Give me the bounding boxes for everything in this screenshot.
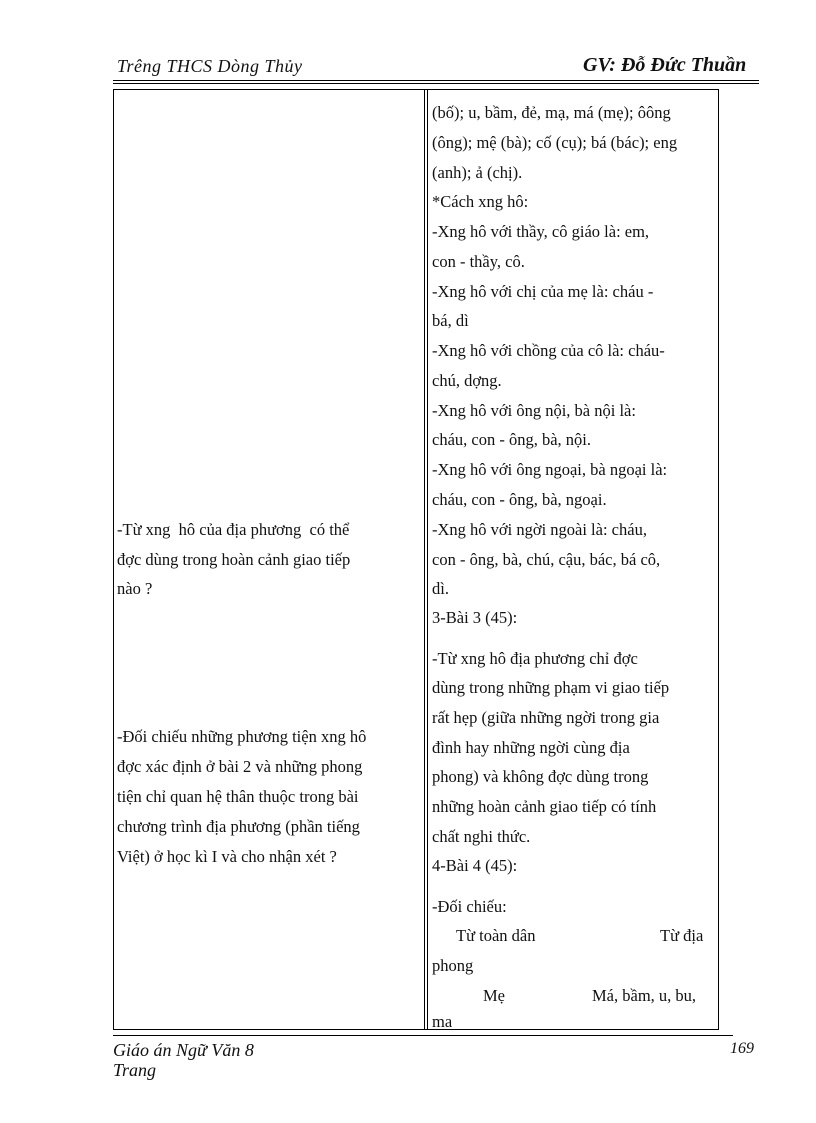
right-line: *Cách xng hô: bbox=[432, 192, 529, 211]
left-q2-line: -Đối chiếu những phương tiện xng hô bbox=[117, 727, 367, 746]
right-line: phong) và không đợc dùng trong bbox=[432, 767, 649, 786]
right-line: (ông); mệ (bà); cố (cụ); bá (bác); eng bbox=[432, 133, 678, 152]
column-divider-2 bbox=[427, 89, 428, 1030]
right-line: -Xng hô với thầy, cô giáo là: em, bbox=[432, 222, 650, 241]
right-line: -Xng hô với chị của mẹ là: cháu - bbox=[432, 282, 654, 301]
left-q2-line: tiện chỉ quan hệ thân thuộc trong bài bbox=[117, 787, 359, 806]
right-line: cháu, con - ông, bà, ngoại. bbox=[432, 490, 607, 509]
compare-row-left: Mẹ bbox=[483, 986, 505, 1005]
right-line: rất hẹp (giữa những ngời trong gia bbox=[432, 708, 660, 727]
left-q1-line: nào ? bbox=[117, 579, 153, 598]
right-line: bá, dì bbox=[432, 311, 469, 330]
right-line: -Xng hô với ông ngoại, bà ngoại là: bbox=[432, 460, 668, 479]
compare-head-left: Từ toàn dân bbox=[456, 926, 536, 945]
right-line: -Xng hô với ngời ngoài là: cháu, bbox=[432, 520, 647, 539]
left-q2-line: chương trình địa phương (phần tiếng bbox=[117, 817, 360, 836]
right-line: những hoàn cảnh giao tiếp có tính bbox=[432, 797, 657, 816]
right-line: chú, dợng. bbox=[432, 371, 502, 390]
left-q2-line: Việt) ở học kì I và cho nhận xét ? bbox=[117, 847, 337, 866]
footer-book bbox=[113, 1040, 254, 1080]
right-line: cháu, con - ông, bà, nội. bbox=[432, 430, 591, 449]
right-line: đình hay những ngời cùng địa bbox=[432, 738, 630, 757]
header-teacher: GV: Đỗ Đức Thuần bbox=[583, 54, 747, 76]
footer-book-title: Giáo án Ngữ Văn 8 bbox=[113, 1040, 254, 1060]
compare-row-right-cont: ma bbox=[432, 1012, 453, 1031]
right-line: con - ông, bà, chú, cậu, bác, bá cô, bbox=[432, 550, 661, 569]
footer-trang: Trang bbox=[113, 1060, 157, 1080]
right-line: -Xng hô với ông nội, bà nội là: bbox=[432, 401, 636, 420]
left-q2-line: đợc xác định ở bài 2 và những phong bbox=[117, 757, 363, 776]
compare-row-right: Má, bầm, u, bu, bbox=[592, 986, 697, 1005]
compare-head-right-cont: phong bbox=[432, 956, 474, 975]
right-heading: 3-Bài 3 (45): bbox=[432, 608, 518, 627]
compare-head-right: Từ địa bbox=[660, 926, 704, 945]
right-line: chất nghi thức. bbox=[432, 827, 531, 846]
right-heading: 4-Bài 4 (45): bbox=[432, 856, 518, 875]
right-line: (bố); u, bầm, đẻ, mạ, má (mẹ); ôông bbox=[432, 103, 671, 122]
header-school: Trêng THCS Dòng Thủy bbox=[117, 56, 303, 76]
left-q1-line: -Từ xng hô của địa phương có thể bbox=[117, 520, 350, 539]
right-line: -Xng hô với chồng của cô là: cháu- bbox=[432, 341, 665, 360]
left-q1-line: đợc dùng trong hoàn cảnh giao tiếp bbox=[117, 550, 351, 569]
right-line: dùng trong những phạm vi giao tiếp bbox=[432, 678, 670, 697]
right-line: con - thầy, cô. bbox=[432, 252, 525, 271]
right-line: -Đối chiếu: bbox=[432, 897, 507, 916]
column-divider bbox=[424, 89, 425, 1030]
right-line: -Từ xng hô địa phương chỉ đợc bbox=[432, 649, 638, 668]
page-number: 169 bbox=[730, 1040, 754, 1057]
right-line: dì. bbox=[432, 579, 449, 598]
footer-rule bbox=[113, 1035, 733, 1036]
header-rule bbox=[113, 80, 759, 81]
header-rule-2 bbox=[113, 83, 759, 84]
right-line: (anh); ả (chị). bbox=[432, 163, 523, 182]
